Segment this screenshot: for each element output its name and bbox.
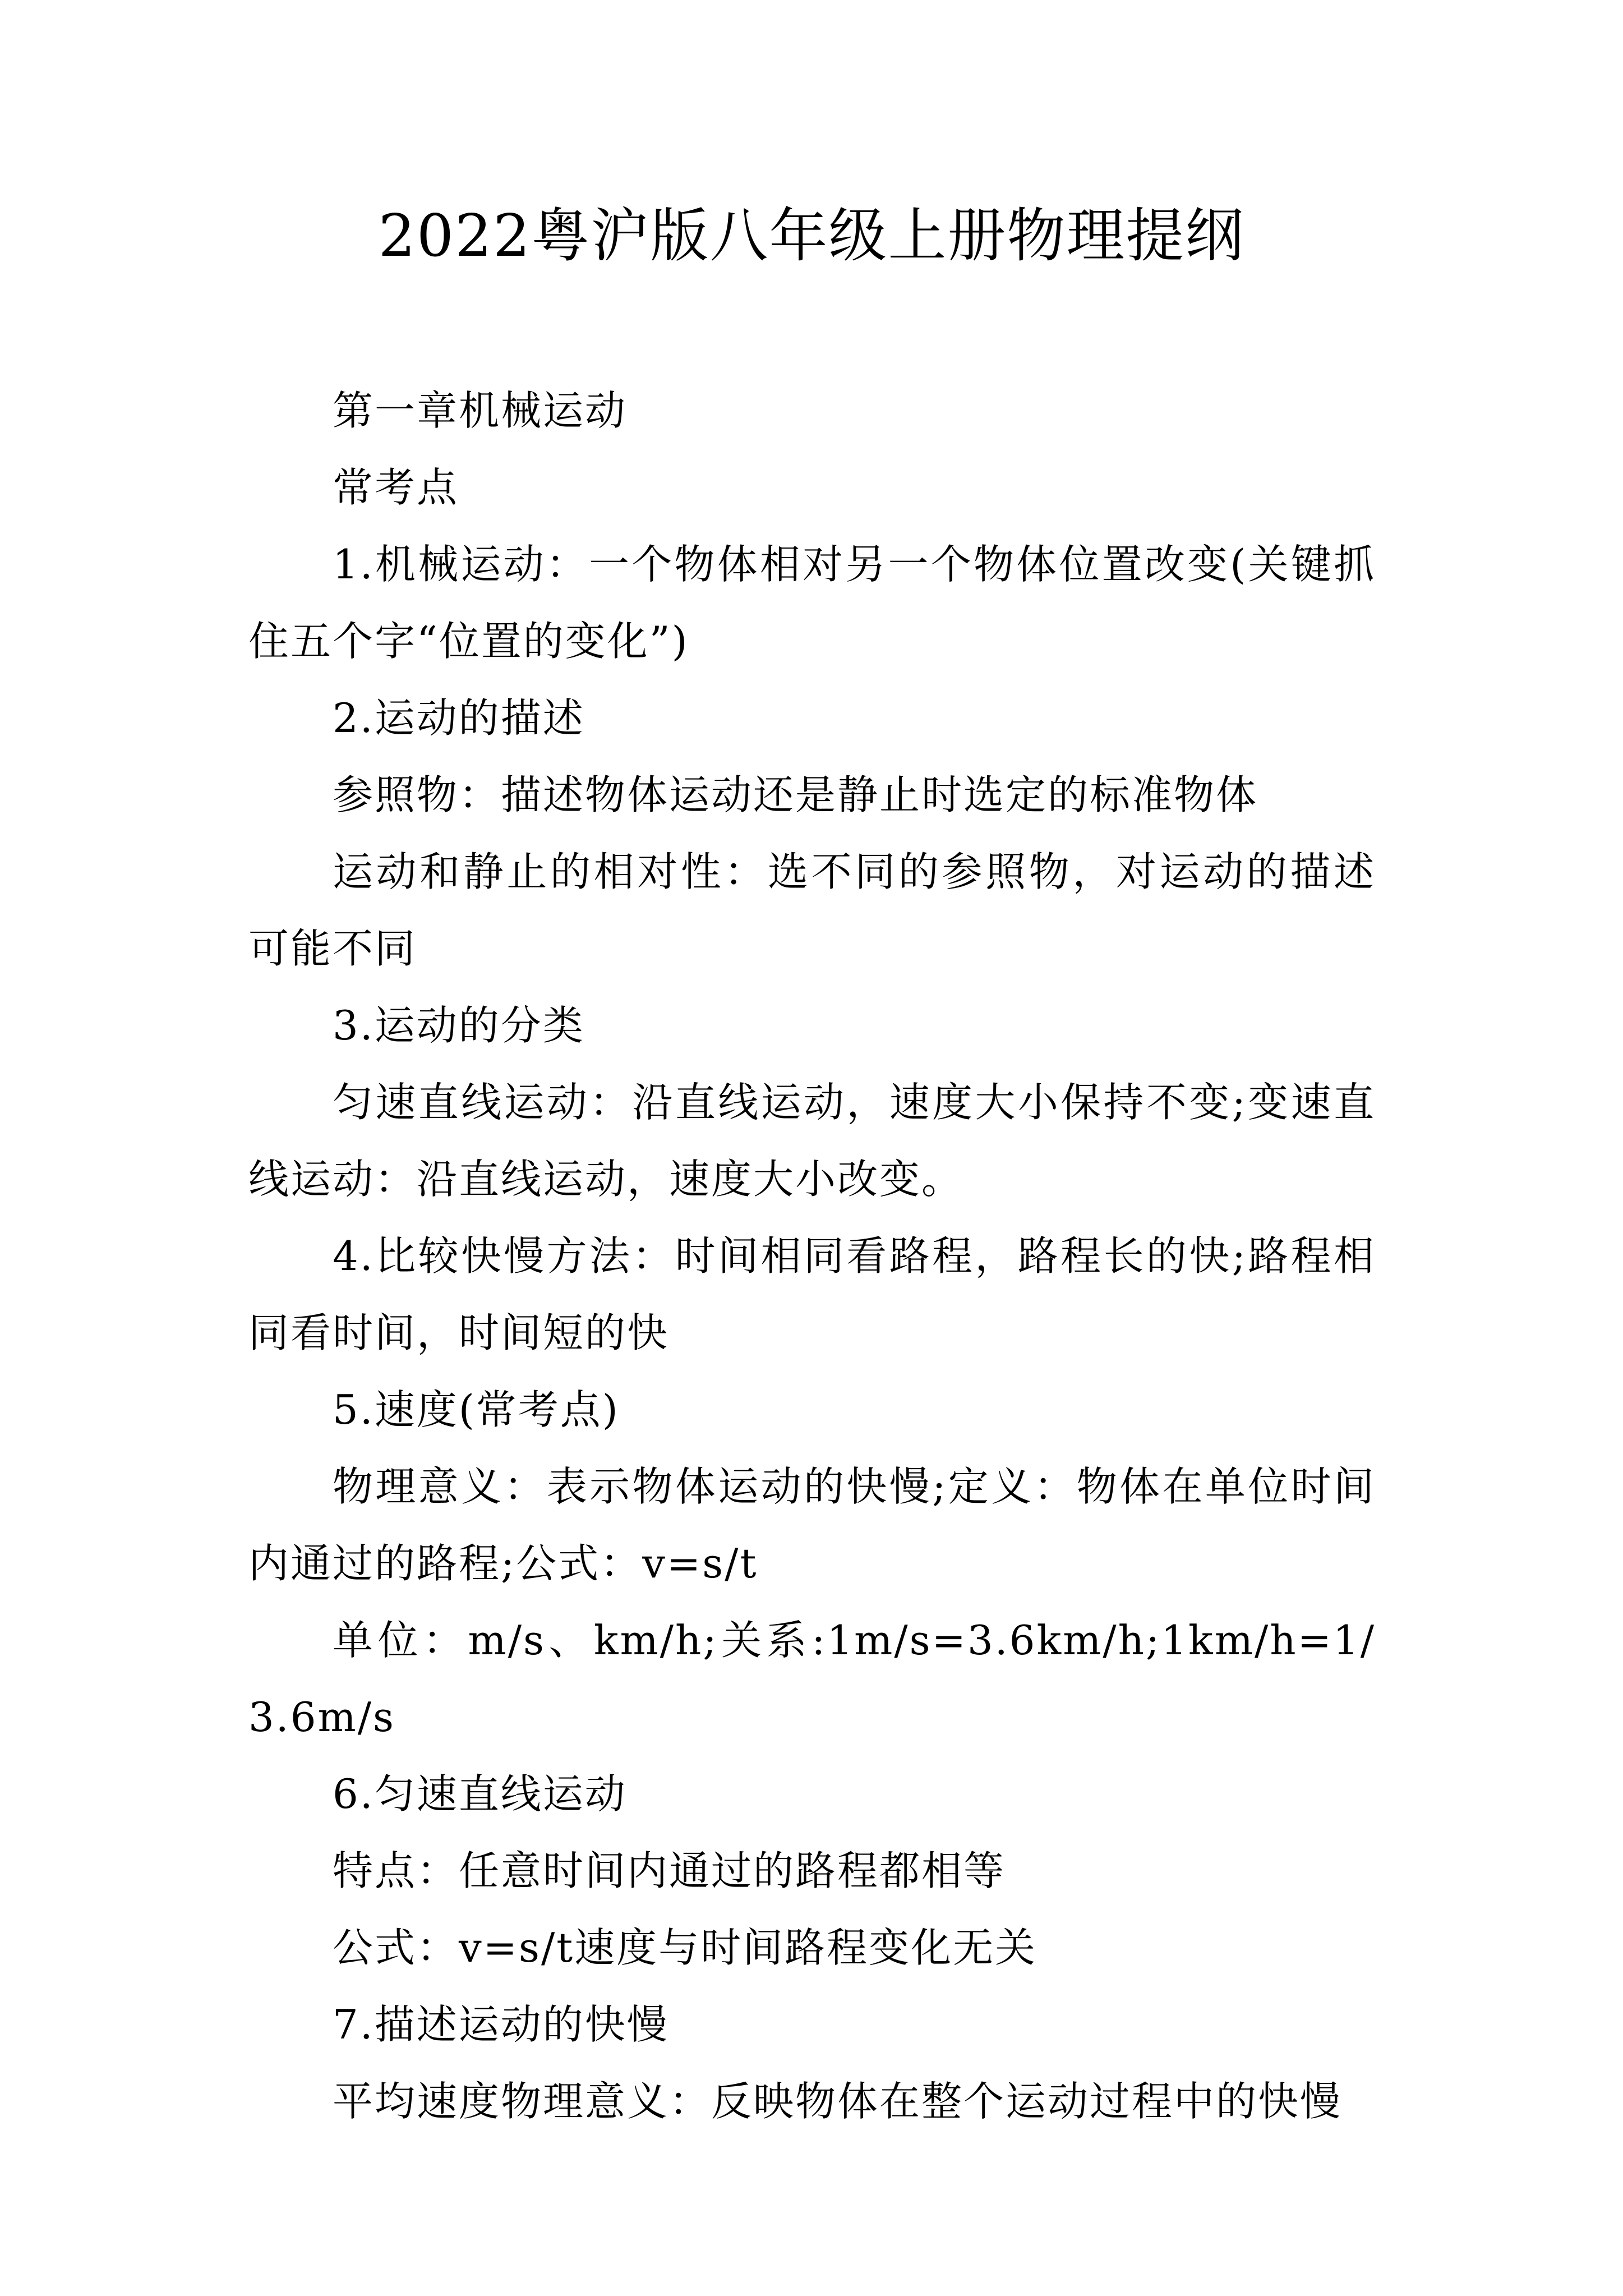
paragraph: 运动和静止的相对性：选不同的参照物，对运动的描述可能不同 (248, 848, 1376, 972)
paragraph: 匀速直线运动：沿直线运动，速度大小保持不变;变速直线运动：沿直线运动，速度大小改变。 (248, 1079, 1376, 1203)
paragraph: 特点：任意时间内通过的路程都相等 (333, 1847, 1006, 1894)
paragraph: 2.运动的描述 (333, 694, 585, 742)
paragraph: 4.比较快慢方法：时间相同看路程，路程长的快;路程相同看时间，时间短的快 (248, 1232, 1376, 1356)
document-body (248, 372, 1376, 2140)
chapter-heading: 第一章机械运动 (333, 387, 628, 434)
paragraph: 物理意义：表示物体运动的快慢;定义：物体在单位时间内通过的路程;公式：v=s/t (248, 1463, 1376, 1587)
paragraph: 1.机械运动：一个物体相对另一个物体位置改变(关键抓住五个字“位置的变化”) (248, 541, 1376, 665)
document-title: 2022粤沪版八年级上册物理提纲 (378, 201, 1245, 270)
paragraph: 7.描述运动的快慢 (333, 2001, 669, 2048)
paragraph: 参照物：描述物体运动还是静止时选定的标准物体 (333, 771, 1258, 818)
paragraph: 单位：m/s、km/h;关系:1m/s=3.6km/h;1km/h=1/3.6m/s (248, 1617, 1376, 1741)
paragraph: 6.匀速直线运动 (333, 1770, 627, 1818)
section-heading: 常考点 (333, 464, 459, 511)
paragraph: 3.运动的分类 (333, 1002, 585, 1049)
paragraph: 平均速度物理意义：反映物体在整个运动过程中的快慢 (333, 2078, 1343, 2125)
paragraph: 公式：v=s/t速度与时间路程变化无关 (333, 1924, 1038, 1971)
paragraph: 5.速度(常考点) (333, 1386, 620, 1433)
